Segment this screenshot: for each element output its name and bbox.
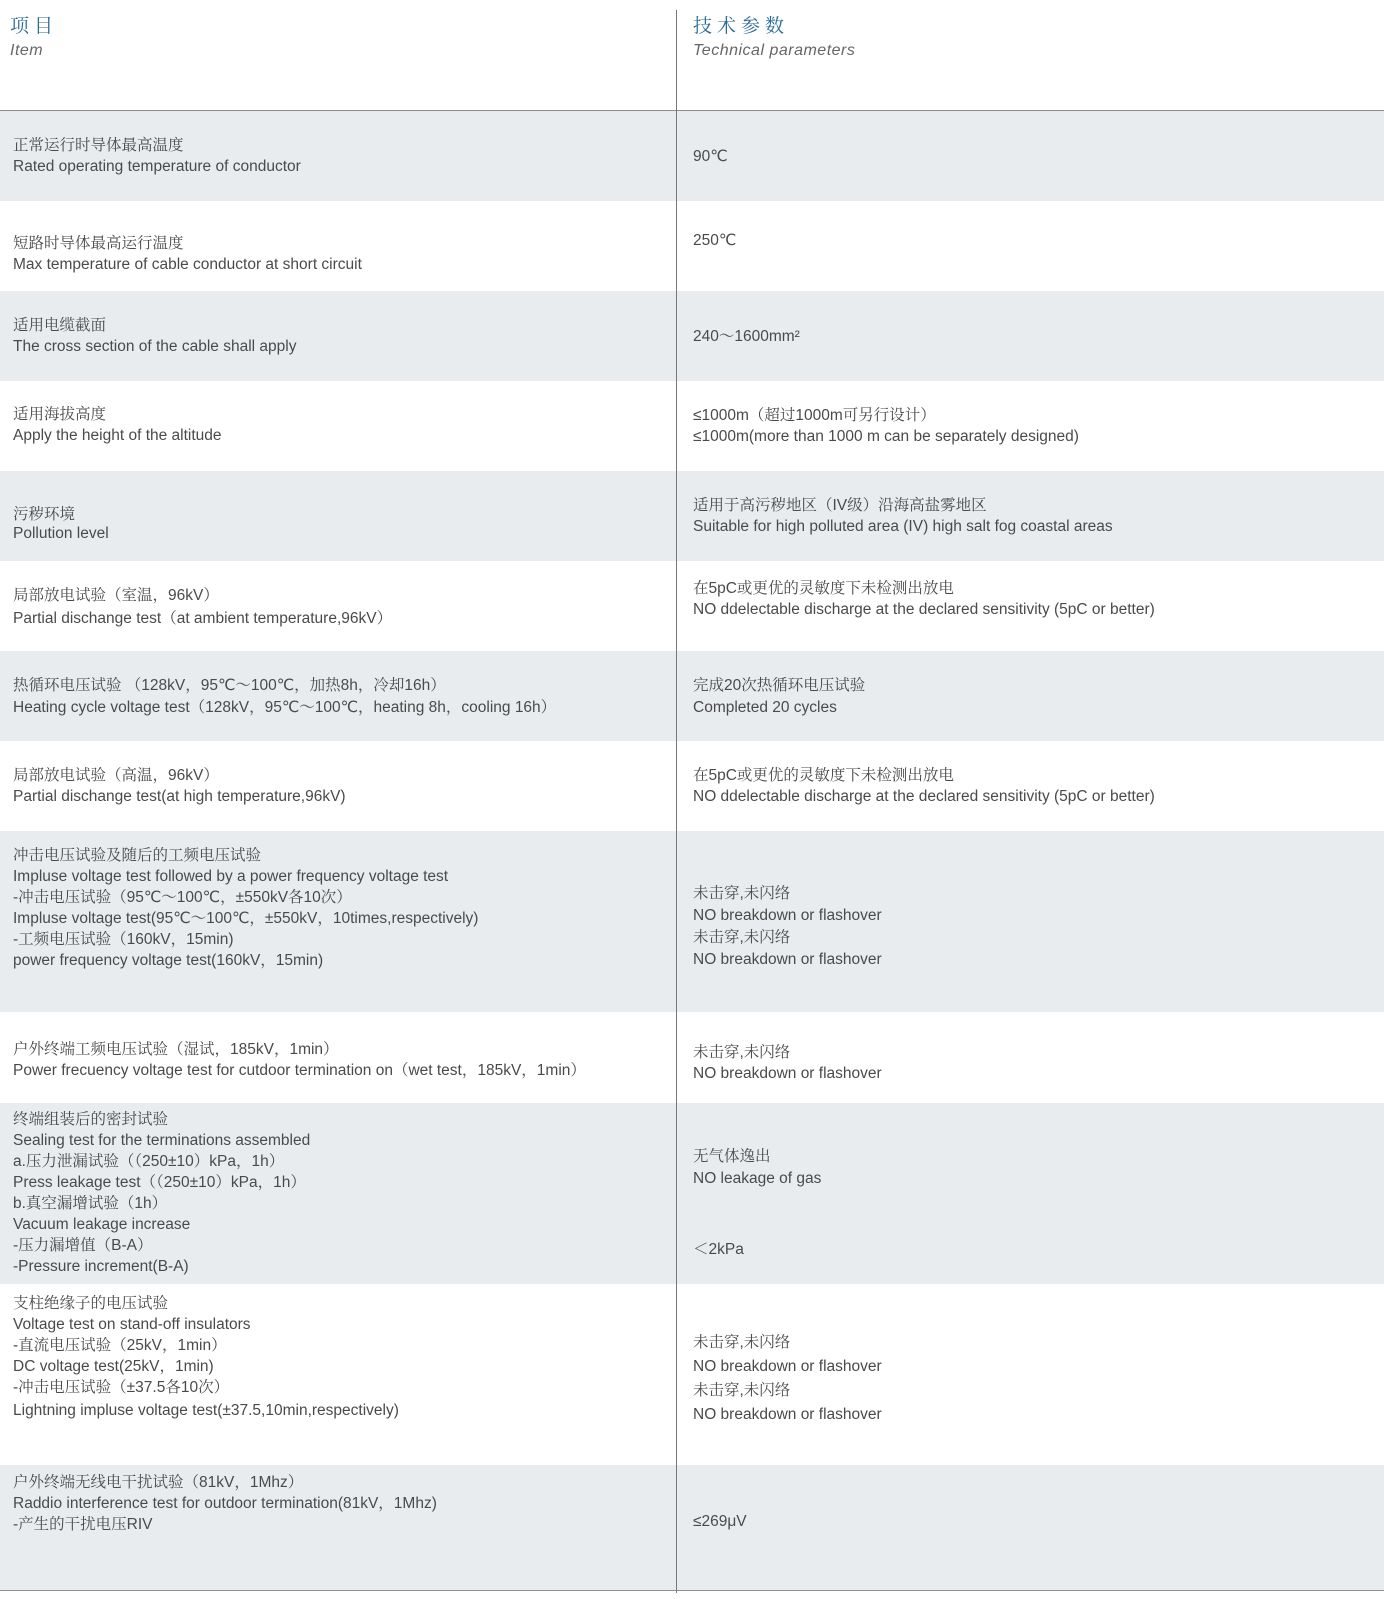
table-bottom-border xyxy=(0,1590,1384,1591)
table-header xyxy=(0,0,1384,111)
item-text: power frequency voltage test(160kV，15min) xyxy=(13,952,324,969)
item-text: Lightning impluse voltage test(±37.5,10min,respectively) xyxy=(13,1402,399,1419)
param-cell xyxy=(676,741,1384,831)
param-text: ＜2kPa xyxy=(693,1241,744,1258)
param-text: NO ddelectable discharge at the declared sensitivity (5pC or better) xyxy=(693,788,1155,805)
item-cell xyxy=(0,1284,676,1465)
param-cell xyxy=(676,201,1384,291)
item-text: 污秽环境 xyxy=(13,506,76,523)
param-cell xyxy=(676,651,1384,741)
param-cell xyxy=(676,1012,1384,1103)
item-text: 冲击电压试验及随后的工频电压试验 xyxy=(13,847,262,864)
item-text: Max temperature of cable conductor at short circuit xyxy=(13,256,362,273)
header-param-cell xyxy=(693,14,855,62)
item-text: Vacuum leakage increase xyxy=(13,1216,191,1233)
item-cell xyxy=(0,111,676,201)
item-text: 终端组装后的密封试验 xyxy=(13,1111,169,1128)
table-row xyxy=(0,651,1384,741)
item-text: Voltage test on stand-off insulators xyxy=(13,1316,251,1333)
item-text: -压力漏增值（B-A） xyxy=(13,1237,153,1254)
item-cell xyxy=(0,1465,676,1590)
param-text: NO breakdown or flashover xyxy=(693,1405,882,1423)
param-text: Completed 20 cycles xyxy=(693,699,837,716)
item-text: 热循环电压试验 （128kV，95℃～100℃，加热8h，冷却16h） xyxy=(13,677,446,694)
item-cell xyxy=(0,291,676,381)
item-text: Pollution level xyxy=(13,525,109,542)
param-text: 完成20次热循环电压试验 xyxy=(693,677,866,694)
column-divider xyxy=(676,10,677,1593)
item-text: 正常运行时导体最高温度 xyxy=(13,137,184,154)
item-text: Press leakage test（（250±10）kPa，1h） xyxy=(13,1174,306,1191)
param-cell xyxy=(676,291,1384,381)
table-row xyxy=(0,381,1384,471)
param-text: NO leakage of gas xyxy=(693,1170,822,1187)
param-text: 250℃ xyxy=(693,232,737,249)
param-cell xyxy=(676,1284,1384,1465)
item-text: 户外终端无线电干扰试验（81kV，1Mhz） xyxy=(13,1474,304,1491)
param-cell xyxy=(676,381,1384,471)
header-param-en: Technical parameters xyxy=(693,42,856,59)
param-text: NO breakdown or flashover xyxy=(693,1064,882,1082)
item-text: 适用海拔高度 xyxy=(13,406,107,423)
table-row xyxy=(0,1012,1384,1103)
param-text: NO breakdown or flashover xyxy=(693,950,882,968)
header-param-zh: 技术参数 xyxy=(693,16,790,37)
item-text: -工频电压试验（160kV，15min) xyxy=(13,931,234,948)
item-text: 局部放电试验（高温，96kV） xyxy=(13,767,219,784)
item-cell xyxy=(0,1012,676,1103)
param-cell xyxy=(676,831,1384,1012)
param-text: NO breakdown or flashover xyxy=(693,1357,882,1375)
table-row xyxy=(0,111,1384,201)
item-text: Impluse voltage test(95℃～100℃，±550kV，10times,respectively) xyxy=(13,910,479,927)
item-cell xyxy=(0,381,676,471)
param-text: NO breakdown or flashover xyxy=(693,906,882,924)
item-text: Power frecuency voltage test for cutdoor termination on（wet test，185kV，1min） xyxy=(13,1061,586,1079)
item-text: Partial dischange test(at high temperature,96kV) xyxy=(13,788,346,805)
item-cell xyxy=(0,201,676,291)
item-text: -产生的干扰电压RIV xyxy=(13,1516,153,1533)
item-text: Rated operating temperature of conductor xyxy=(13,158,301,175)
item-text: Heating cycle voltage test（128kV，95℃～100℃，heating 8h，cooling 16h） xyxy=(13,699,557,716)
table-row xyxy=(0,561,1384,651)
param-text: ≤1000m（超过1000m可另行设计） xyxy=(693,407,936,424)
param-text: 在5pC或更优的灵敏度下未检测出放电 xyxy=(693,580,954,597)
param-text: 未击穿,未闪络 xyxy=(693,1333,791,1351)
param-text: 未击穿,未闪络 xyxy=(693,1043,791,1061)
param-cell xyxy=(676,1465,1384,1590)
item-text: Raddio interference test for outdoor termination(81kV，1Mhz) xyxy=(13,1495,437,1512)
param-text: 无气体逸出 xyxy=(693,1148,771,1165)
param-cell xyxy=(676,471,1384,561)
param-text: Suitable for high polluted area (IV) high salt fog coastal areas xyxy=(693,518,1113,535)
param-text: 90℃ xyxy=(693,147,728,165)
item-cell xyxy=(0,651,676,741)
item-cell xyxy=(0,561,676,651)
item-text: 支柱绝缘子的电压试验 xyxy=(13,1295,169,1312)
item-text: -冲击电压试验（95℃～100℃，±550kV各10次） xyxy=(13,889,352,906)
item-text: Partial dischange test（at ambient temperature,96kV） xyxy=(13,609,393,627)
item-text: 短路时导体最高运行温度 xyxy=(13,235,184,252)
table-row xyxy=(0,741,1384,831)
param-text: 未击穿,未闪络 xyxy=(693,928,791,946)
param-text: 在5pC或更优的灵敏度下未检测出放电 xyxy=(693,767,954,784)
item-cell xyxy=(0,831,676,1012)
item-text: Impluse voltage test followed by a power frequency voltage test xyxy=(13,868,449,885)
item-text: 户外终端工频电压试验（湿试，185kV，1min） xyxy=(13,1040,339,1058)
param-cell xyxy=(676,1103,1384,1284)
item-cell xyxy=(0,741,676,831)
header-item-zh: 项目 xyxy=(10,16,59,37)
param-text: ≤269μV xyxy=(693,1513,747,1530)
item-text: b.真空漏增试验（1h） xyxy=(13,1195,168,1212)
param-text: NO ddelectable discharge at the declared sensitivity (5pC or better) xyxy=(693,601,1155,618)
param-text: ≤1000m(more than 1000 m can be separately designed) xyxy=(693,428,1079,445)
table-row xyxy=(0,831,1384,1012)
item-text: The cross section of the cable shall apply xyxy=(13,338,297,355)
table-row xyxy=(0,471,1384,561)
item-text: a.压力泄漏试验（（250±10）kPa，1h） xyxy=(13,1153,285,1170)
item-text: -直流电压试验（25kV，1min） xyxy=(13,1337,227,1354)
item-text: 适用电缆截面 xyxy=(13,317,107,334)
item-text: Sealing test for the terminations assembled xyxy=(13,1132,311,1149)
table-row xyxy=(0,291,1384,381)
item-text: -冲击电压试验（±37.5各10次） xyxy=(13,1379,230,1396)
param-text: 适用于高污秽地区（IV级）沿海高盐雾地区 xyxy=(693,497,987,514)
item-cell xyxy=(0,471,676,561)
table-row xyxy=(0,1103,1384,1284)
param-text: 未击穿,未闪络 xyxy=(693,884,791,902)
header-item-cell xyxy=(10,14,58,62)
item-text: 局部放电试验（室温，96kV） xyxy=(13,586,219,604)
item-text: -Pressure increment(B-A) xyxy=(13,1258,189,1275)
item-cell xyxy=(0,1103,676,1284)
param-cell xyxy=(676,111,1384,201)
item-text: DC voltage test(25kV，1min) xyxy=(13,1358,214,1375)
header-item-en: Item xyxy=(10,42,44,59)
param-cell xyxy=(676,561,1384,651)
table-row xyxy=(0,201,1384,291)
table-row xyxy=(0,1465,1384,1590)
table-row xyxy=(0,1284,1384,1465)
item-text: Apply the height of the altitude xyxy=(13,427,222,444)
param-text: 未击穿,未闪络 xyxy=(693,1381,791,1399)
param-text: 240～1600mm² xyxy=(693,327,800,345)
